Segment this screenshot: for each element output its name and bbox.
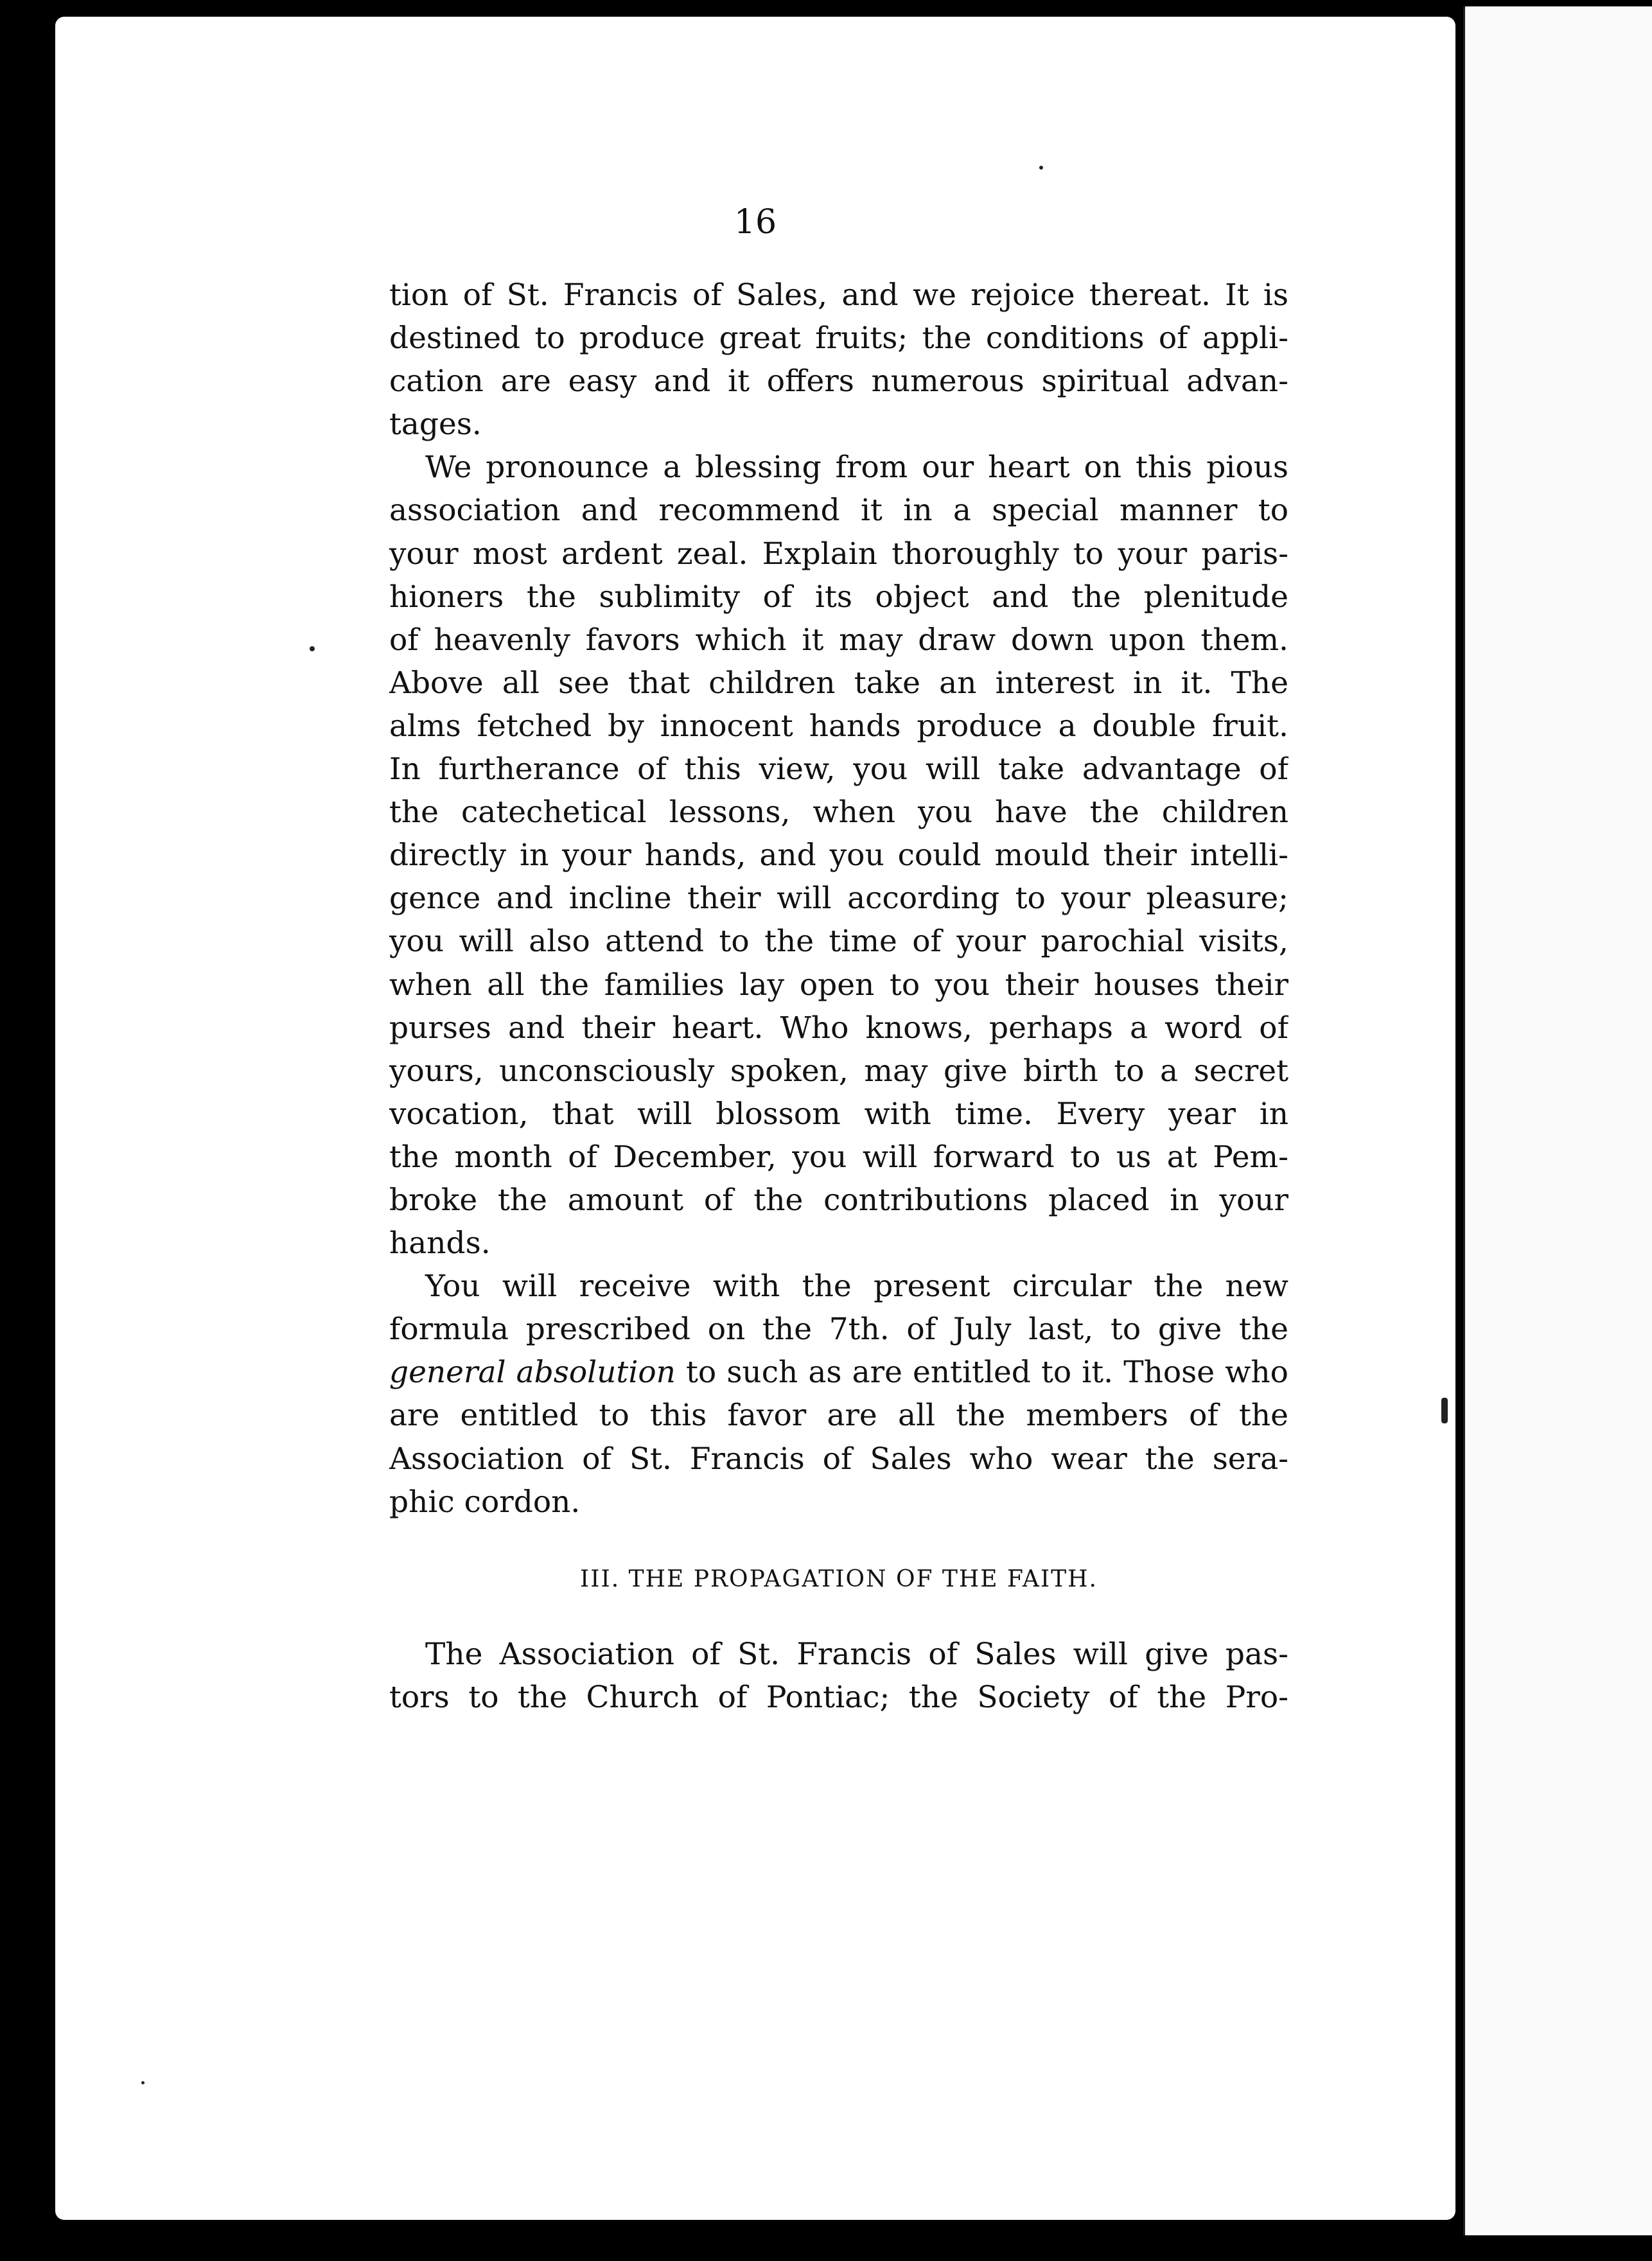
body-text [389, 274, 1288, 1719]
text-line: of heavenly favors which it may draw down upon them. [389, 622, 1288, 658]
section-heading: III. THE PROPAGATION OF THE FAITH. [580, 1565, 1098, 1592]
text-line: you will also attend to the time of your parochial visits, [389, 924, 1288, 960]
text-line: your most ardent zeal. Explain thoroughly to your paris- [389, 536, 1288, 572]
text-line: Above all see that children take an interest in it. The [389, 665, 1288, 701]
text-line: broke the amount of the contributions placed in your [389, 1182, 1288, 1218]
text-line: purses and their heart. Who knows, perhaps a word of [389, 1010, 1288, 1046]
scan-speck [1039, 166, 1043, 170]
text-line: formula prescribed on the 7th. of July last, to give the [389, 1312, 1288, 1348]
text-line-with-italic [389, 1351, 1288, 1394]
paragraph-2 [389, 446, 1288, 1265]
text-line: alms fetched by innocent hands produce a double fruit. [389, 708, 1288, 744]
text-line: cation are easy and it offers numerous spiritual advan- [389, 364, 1288, 400]
paragraph-3 [389, 1265, 1288, 1524]
page-number: 16 [734, 203, 777, 242]
scan-speck [310, 646, 315, 651]
text-line: hioners the sublimity of its object and the plenitude [389, 579, 1288, 615]
text-line: directly in your hands, and you could mould their intelli- [389, 838, 1288, 874]
text-line: destined to produce great fruits; the conditions of appli- [389, 321, 1288, 356]
scan-speck [141, 2081, 145, 2084]
text-line: vocation, that will blossom with time. Every year in [389, 1096, 1288, 1132]
paragraph-4 [389, 1633, 1288, 1719]
text-line: the catechetical lessons, when you have the children [389, 795, 1288, 831]
text-line: the month of December, you will forward to us at Pem- [389, 1139, 1288, 1175]
text-line: tion of St. Francis of Sales, and we rejoice thereat. It is [389, 277, 1288, 313]
document-page [55, 17, 1455, 2220]
text-line: The Association of St. Francis of Sales will give pas- [425, 1636, 1288, 1672]
text-line: tors to the Church of Pontiac; the Society of the Pro- [389, 1679, 1288, 1715]
text-line: You will receive with the present circular the new [425, 1269, 1288, 1305]
text-line: We pronounce a blessing from our heart on this pious [425, 450, 1288, 486]
text-span: to such as are entitled to it. Those who [675, 1355, 1288, 1391]
text-line: yours, unconsciously spoken, may give birth to a secret [389, 1053, 1288, 1089]
italic-phrase: general absolution [389, 1355, 676, 1391]
paragraph-1 [389, 274, 1288, 446]
text-line: are entitled to this favor are all the members of the [389, 1398, 1288, 1434]
text-line: Association of St. Francis of Sales who wear the sera- [389, 1441, 1288, 1477]
text-line: tages. [389, 407, 482, 443]
text-line: In furtherance of this view, you will take advantage of [389, 752, 1288, 787]
text-line: gence and incline their will according to your pleasure; [389, 881, 1288, 917]
adjacent-page-edge [1463, 6, 1652, 2235]
scan-speck [1441, 1398, 1448, 1423]
text-line: when all the families lay open to you their houses their [389, 967, 1288, 1003]
text-line: phic cordon. [389, 1484, 581, 1520]
text-line: association and recommend it in a special manner to [389, 493, 1288, 529]
text-line: hands. [389, 1226, 491, 1262]
